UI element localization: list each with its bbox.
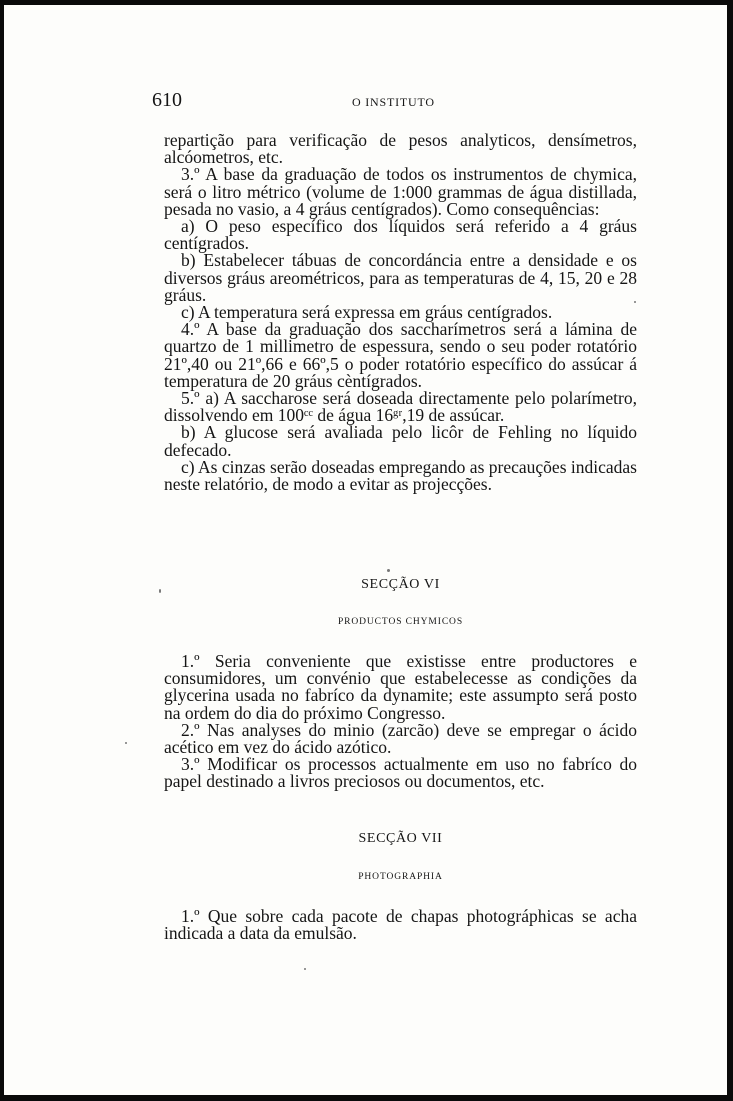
paragraph-item-3: 3.º A base da graduação de todos os instrumentos de chymica, será o litro métrico (volume de 1:000 grammas de água distillada, pesada no vasio, a 4 gráus centígrados). Como consequências: — [164, 164, 637, 219]
section-vii-body — [164, 908, 637, 942]
paragraph-vii-1: 1.º Que sobre cada pacote de chapas photográphicas se acha indicada a data da emulsão. — [164, 906, 637, 944]
paragraph-item-3a: a) O peso específico dos líquidos será referido a 4 gráus centígrados. — [164, 216, 637, 254]
paragraph-continuation: repartição para verificação de pesos analyticos, densímetros, alcóometros, etc. — [164, 130, 637, 168]
paragraph-vi-3: 3.º Modificar os processos actualmente em uso no fabríco do papel destinado a livros preciosos ou documentos, etc. — [164, 754, 637, 792]
paper-speck — [159, 589, 161, 593]
paper-speck — [634, 301, 636, 303]
section-vi-subtitle: PRODUCTOS CHYMICOS — [337, 617, 464, 627]
running-title: O INSTITUTO — [352, 95, 435, 109]
paragraph-item-3b: b) Estabelecer tábuas de concordáncia entre a densidade e os diversos gráus areométricos, para as temperaturas de 4, 15, 20 e 28 gráus. — [164, 250, 637, 305]
paragraph-item-5c: c) As cinzas serão doseadas empregando as precauções indicadas neste relatório, de modo a evitar as projecções. — [164, 456, 637, 495]
section-vii-title: SECÇÃO VII — [358, 831, 443, 846]
page-header — [152, 89, 462, 113]
section-vi-body — [164, 653, 637, 791]
section-vi-title: SECÇÃO VI — [361, 577, 440, 592]
section-vii-subtitle: PHOTOGRAPHIA — [358, 872, 443, 882]
page-number: 610 — [152, 89, 182, 111]
paragraph-item-4: 4.º A base da graduação dos saccharímetros será a lámina de quartzo de 1 millimetro de espessura, sendo o seu poder rotatório 21º,40 ou 21º,66 e 66º,5 o poder rotatório específico do assúcar á temperatura de 20 gráus cèntígrados. — [164, 319, 637, 391]
paragraph-item-3c: c) A temperatura será expressa em gráus centígrados. — [181, 302, 553, 323]
paper-speck — [387, 569, 390, 572]
paragraph-item-5a: 5.º a) A saccharose será doseada directamente pelo polarímetro, dissolvendo em 100ᶜᶜ de água 16ᵍʳ,19 de assúcar. — [164, 388, 637, 426]
paragraph-item-5b: b) A glucose será avaliada pelo licôr de Fehling no líquido defecado. — [164, 422, 637, 460]
paragraph-vi-1: 1.º Seria conveniente que existisse entre productores e consumidores, um convénio que estabelecesse as condições da glycerina usada no fabríco da dynamite; este assumpto será posto na ordem do dia do próximo Congresso. — [164, 651, 637, 723]
paper-speck — [304, 968, 306, 970]
paragraph-vi-2: 2.º Nas analyses do minio (zarcão) deve se empregar o ácido acético em vez do ácido azótico. — [164, 719, 637, 758]
body-text-block — [164, 132, 637, 493]
paper-speck — [125, 742, 127, 744]
